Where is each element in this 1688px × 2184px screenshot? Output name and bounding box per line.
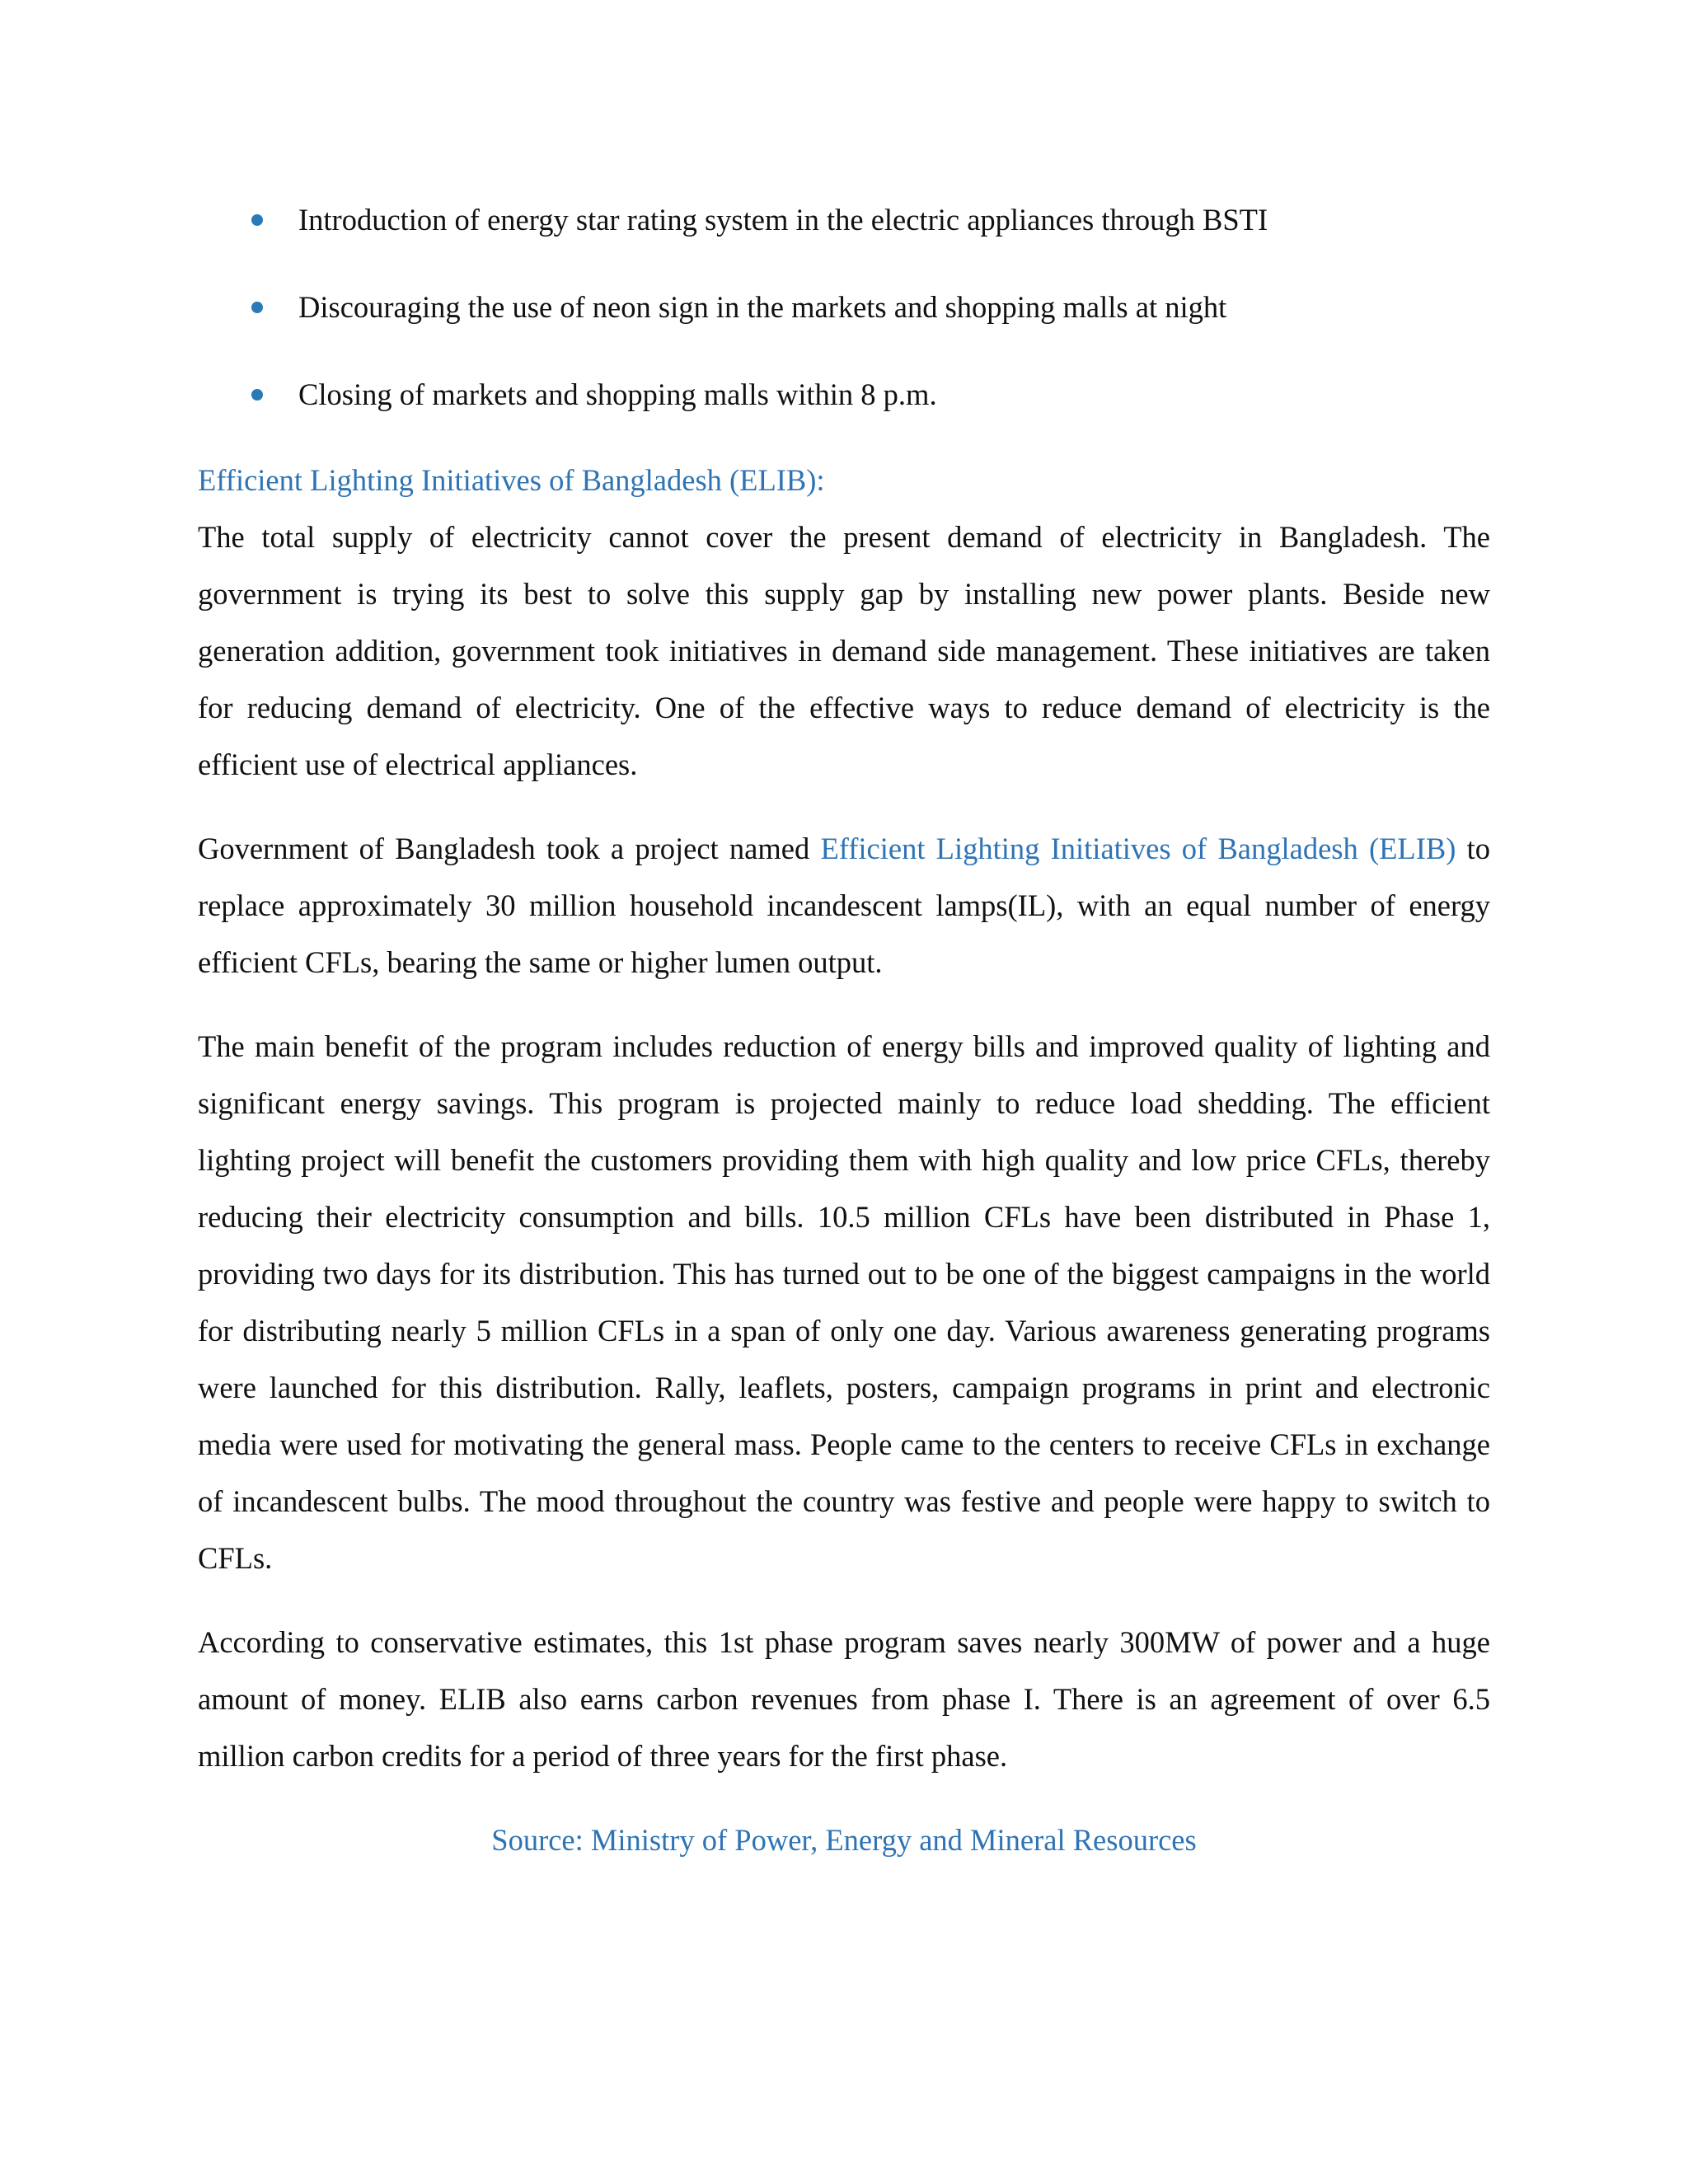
bullet-text: Discouraging the use of neon sign in the markets and shopping malls at night [298,290,1227,324]
paragraph-project-rest: to replace approximately 30 million household incandescent lamps(IL), with an equal number of energy efficient CFLs, bearing the same or higher lumen output. [198,832,1490,979]
section-heading: Efficient Lighting Initiatives of Bangladesh (ELIB): [198,463,825,497]
paragraph-benefits: The main benefit of the program includes reduction of energy bills and improved quality of lighting and significant energy savings. This program is projected mainly to reduce load shedding. The efficient lighting project will benefit the customers providing them with high quality and low price CFLs, thereby reducing their electricity consumption and bills. 10.5 million CFLs have been distributed in Phase 1, providing two days for its distribution. This has turned out to be one of the biggest campaigns in the world for distributing nearly 5 million CFLs in a span of only one day. Various awareness generating programs were launched for this distribution. Rally, leaflets, posters, campaign programs in print and electronic media were used for motivating the general mass. People came to the centers to receive CFLs in exchange of incandescent bulbs. The mood throughout the country was festive and people were happy to switch to CFLs. [198,1029,1490,1575]
list-item [198,191,1490,248]
bullet-dot-icon [251,389,263,401]
paragraph-supply: The total supply of electricity cannot cover the present demand of electricity in Bangladesh. The government is trying its best to solve this supply gap by installing new power plants. Beside new generation addition, government took initiatives in demand side management. These initiatives are taken for reducing demand of electricity. One of the effective ways to reduce demand of electricity is the efficient use of electrical appliances. [198,520,1490,781]
source-citation: Source: Ministry of Power, Energy and Mineral Resources [491,1823,1197,1857]
paragraph-project [198,820,1490,991]
bullet-text: Closing of markets and shopping malls within 8 p.m. [298,377,937,411]
list-item [198,366,1490,423]
paragraph-project-lead: Government of Bangladesh took a project named [198,832,821,865]
bullet-dot-icon [251,214,263,226]
bullet-dot-icon [251,302,263,313]
document-page [198,191,1490,1868]
paragraph-estimates: According to conservative estimates, this 1st phase program saves nearly 300MW of power and a huge amount of money. ELIB also earns carbon revenues from phase I. There is an agreement of over 6.5 million carbon credits for a period of three years for the first phase. [198,1625,1490,1773]
list-item [198,279,1490,335]
project-name-highlight: Efficient Lighting Initiatives of Bangladesh (ELIB) [820,832,1456,865]
bullet-text: Introduction of energy star rating system in the electric appliances through BSTI [298,203,1268,237]
bullet-list [198,191,1490,423]
